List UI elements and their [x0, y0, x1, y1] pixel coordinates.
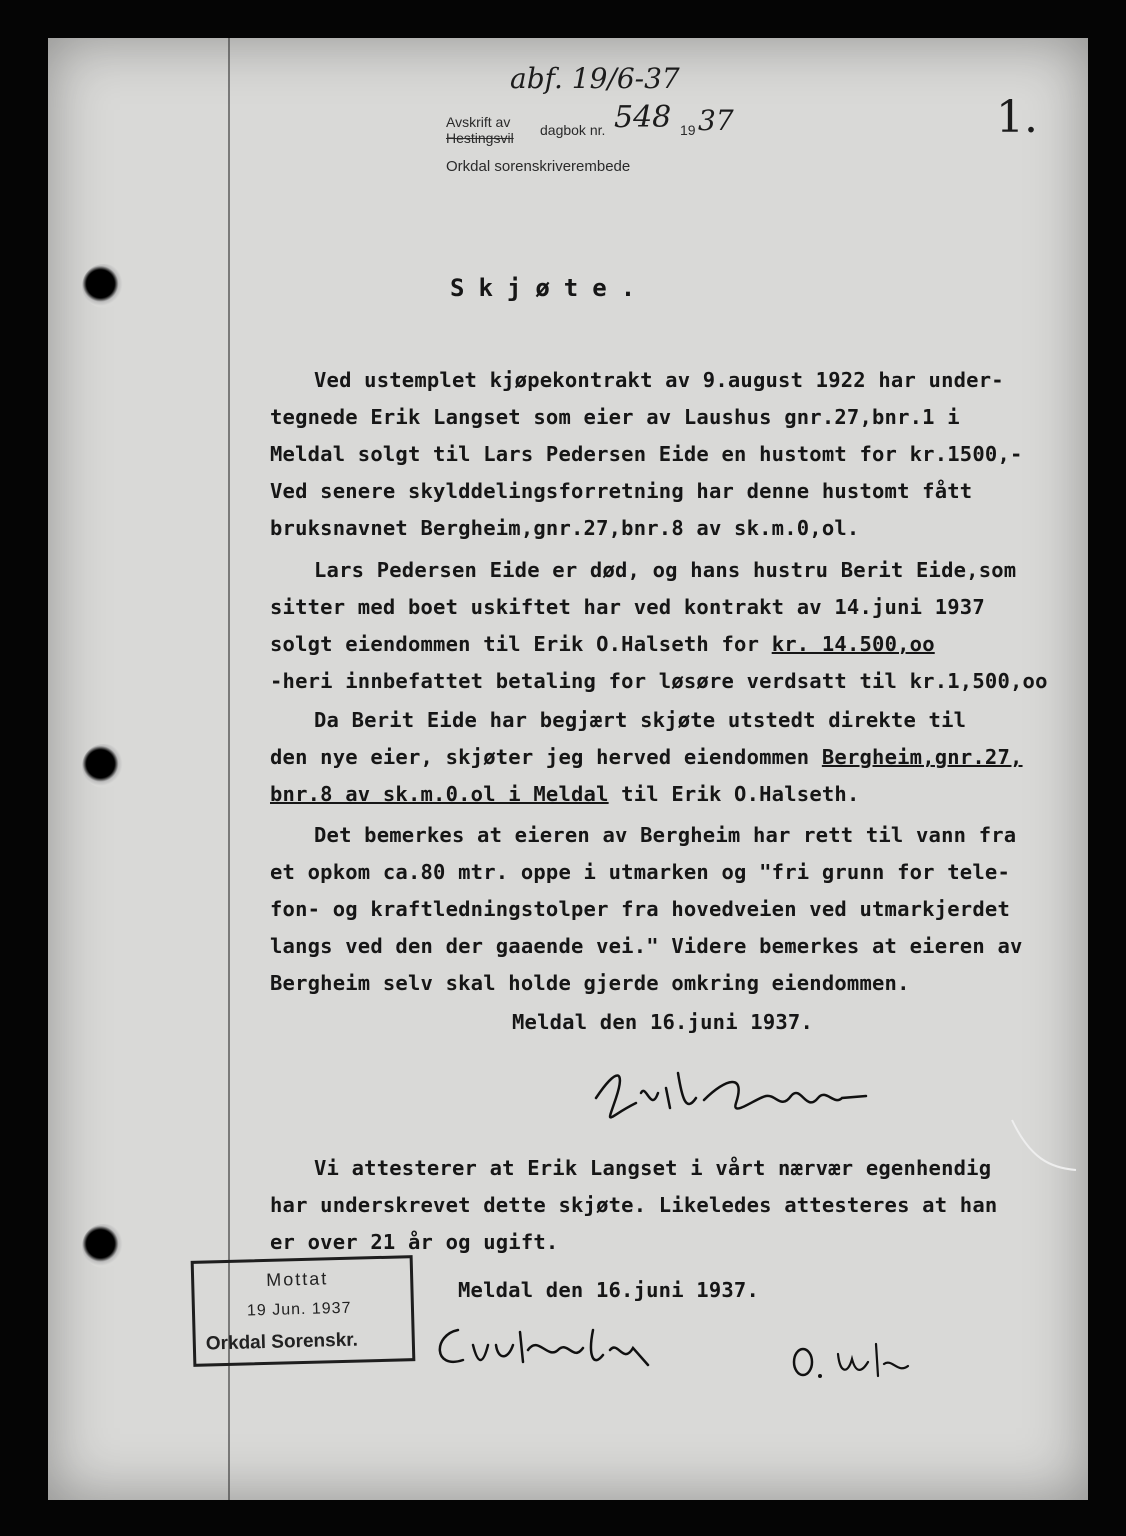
paragraph-line: Det bemerkes at eieren av Bergheim har rett til vann fra: [314, 823, 1017, 847]
seller-signature: [586, 1058, 876, 1128]
received-stamp: [191, 1255, 416, 1367]
paragraph-line: Da Berit Eide har begjært skjøte utstedt direkte til: [314, 708, 967, 732]
paragraph-line: Meldal solgt til Lars Pedersen Eide en hustomt for kr.1500,-: [270, 442, 1023, 466]
price-amount: kr. 14.500,oo: [771, 632, 935, 656]
pencil-mark: [1010, 1118, 1080, 1178]
stamp-line: Mottat: [265, 1268, 329, 1290]
page-number: 1.: [996, 92, 1038, 143]
paragraph-line: den nye eier, skjøter jeg herved eiendommen Bergheim,gnr.27,: [270, 745, 1023, 769]
dagbok-number: 548: [614, 100, 672, 135]
stamp-line: Orkdal Sorenskr.: [205, 1329, 359, 1355]
date-line: Meldal den 16.juni 1937.: [512, 1010, 814, 1034]
witness-signature: [428, 1310, 668, 1380]
paragraph-line: fon- og kraftledningstolper fra hovedveien ved utmarkjerdet: [270, 897, 1010, 921]
document-page: [48, 38, 1088, 1500]
attestation-date: Meldal den 16.juni 1937.: [458, 1278, 760, 1302]
paragraph-line: bnr.8 av sk.m.0.ol i Meldal til Erik O.Halseth.: [270, 782, 860, 806]
office-name: Orkdal sorenskriverembede: [446, 158, 631, 175]
property-name: Bergheim,gnr.27,: [821, 745, 1023, 769]
punch-hole: [82, 264, 126, 308]
year-prefix: 19: [680, 122, 696, 138]
attestation-line: er over 21 år og ugift.: [270, 1230, 559, 1254]
paragraph-line: sitter med boet uskiftet har ved kontrakt av 14.juni 1937: [270, 595, 985, 619]
dagbok-label: dagbok nr.: [540, 122, 606, 138]
property-reference: bnr.8 av sk.m.0.ol i Meldal: [270, 782, 609, 806]
punch-hole: [82, 1224, 126, 1268]
attestation-line: har underskrevet dette skjøte. Likeledes attesteres at han: [270, 1193, 998, 1217]
witness-signature: [788, 1334, 928, 1384]
year-suffix: 37: [698, 104, 734, 137]
pencil-note: abf. 19/6-37: [510, 62, 680, 95]
document-title: Skjøte.: [450, 274, 650, 302]
paragraph-line: bruksnavnet Bergheim,gnr.27,bnr.8 av sk.m.0,ol.: [270, 516, 860, 540]
paragraph-line: -heri innbefattet betaling for løsøre verdsatt til kr.1,500,oo: [270, 669, 1048, 693]
paragraph-line: Bergheim selv skal holde gjerde omkring eiendommen.: [270, 971, 910, 995]
paragraph-line: tegnede Erik Langset som eier av Laushus gnr.27,bnr.1 i: [270, 405, 960, 429]
paragraph-line: et opkom ca.80 mtr. oppe i utmarken og "fri grunn for tele-: [270, 860, 1010, 884]
paragraph-line: solgt eiendommen til Erik O.Halseth for kr. 14.500,oo: [270, 632, 935, 656]
paragraph-line: Ved senere skylddelingsforretning har denne hustomt fått: [270, 479, 973, 503]
avskrift-label: Avskrift av: [446, 114, 511, 130]
crossed-word: Hestingsvil: [446, 130, 514, 146]
punch-hole: [82, 744, 126, 788]
stamp-line: 19 Jun. 1937: [246, 1299, 352, 1320]
attestation-line: Vi attesterer at Erik Langset i vårt nærvær egenhendig: [314, 1156, 992, 1180]
paragraph-line: Ved ustemplet kjøpekontrakt av 9.august 1922 har under-: [314, 368, 1004, 392]
paragraph-line: Lars Pedersen Eide er død, og hans hustru Berit Eide,som: [314, 558, 1017, 582]
paragraph-line: langs ved den der gaaende vei." Videre bemerkes at eieren av: [270, 934, 1023, 958]
